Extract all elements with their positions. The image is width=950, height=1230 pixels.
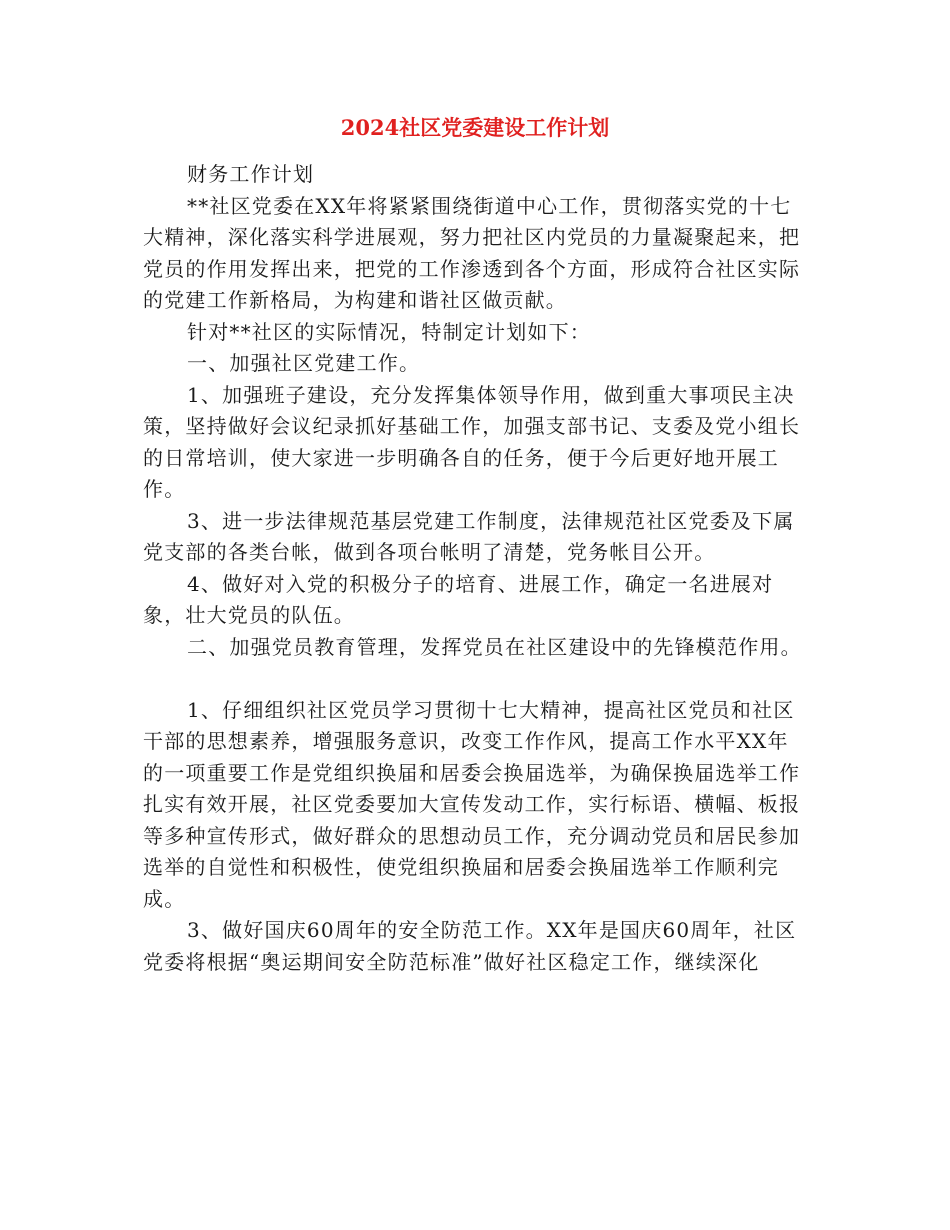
paragraph: 1、加强班子建设，充分发挥集体领导作用，做到重大事项民主决策，坚持做好会议纪录抓好基础工作，加强支部书记、支委及党小组长的日常培训，使大家进一步明确各自的任务，便于今后更好地开展工作。: [143, 382, 801, 501]
section-heading: 二、加强党员教育管理，发挥党员在社区建设中的先锋模范作用。: [187, 634, 802, 659]
paragraph: 针对**社区的实际情况，特制定计划如下：: [187, 319, 591, 344]
paragraph: 3、做好国庆60周年的安全防范工作。XX年是国庆60周年，社区党委将根据“奥运期间安全防范标准”做好社区稳定工作，继续深化: [143, 918, 797, 974]
document-title: 2024社区党委建设工作计划: [340, 115, 610, 140]
paragraph: 3、进一步法律规范基层党建工作制度，法律规范社区党委及下属党支部的各类台帐，做到各项台帐明了清楚，党务帐目公开。: [143, 508, 795, 564]
paragraph: 财务工作计划: [187, 162, 315, 186]
document-body: [143, 159, 803, 978]
paragraph: 4、做好对入党的积极分子的培育、进展工作，确定一名进展对象，壮大党员的队伍。: [143, 571, 774, 627]
blank-line: [143, 663, 803, 695]
paragraph: 1、仔细组织社区党员学习贯彻十七大精神，提高社区党员和社区干部的思想素养，增强服务意识，改变工作作风，提高工作水平XX年的一项重要工作是党组织换届和居委会换届选举，为确保换届选举工作扎实有效开展，社区党委要加大宣传发动工作，实行标语、横幅、板报等多种宣传形式，做好群众的思想动员工作，充分调动党员和居民参加选举的自觉性和积极性，使党组织换届和居委会换届选举工作顺利完成。: [143, 697, 801, 911]
paragraph: **社区党委在XX年将紧紧围绕街道中心工作，贯彻落实党的十七大精神，深化落实科学进展观，努力把社区内党员的力量凝聚起来，把党员的作用发挥出来，把党的工作渗透到各个方面，形成符合社区实际的党建工作新格局，为构建和谐社区做贡献。: [143, 193, 801, 312]
section-heading: 一、加强社区党建工作。: [187, 351, 421, 375]
